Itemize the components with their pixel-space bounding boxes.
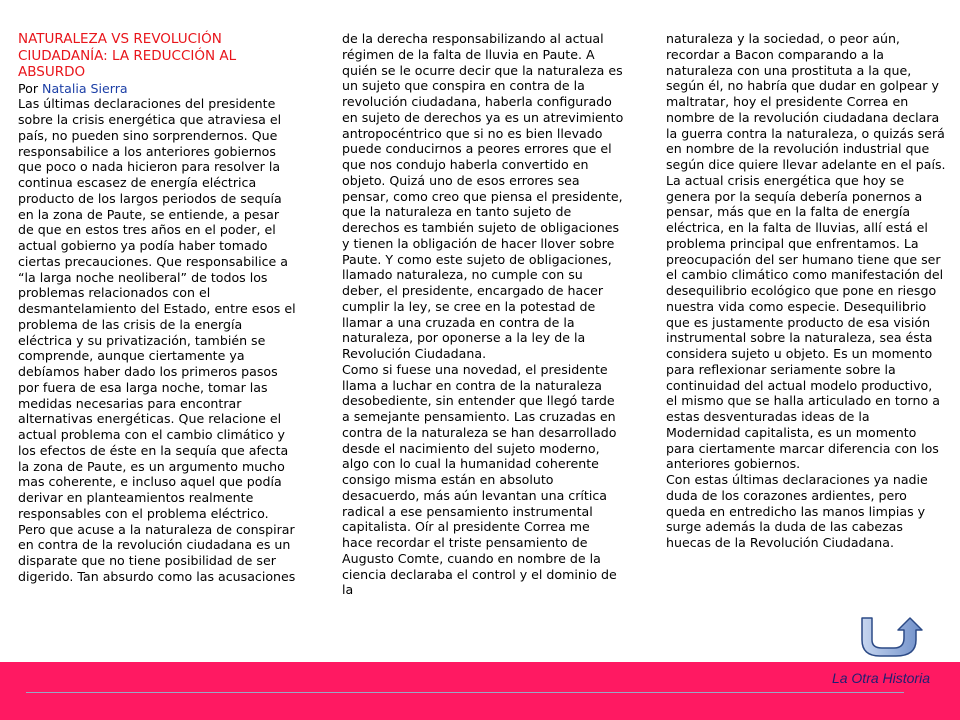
byline: [18, 81, 298, 97]
byline-prefix: Por: [18, 80, 43, 96]
article-paragraph: Con estas últimas declaraciones ya nadie duda de los corazones ardientes, pero queda en entredicho las manos limpias y surge además la duda de las cabezas huecas de la Revolución Ciudadana.: [666, 472, 928, 550]
article-paragraph: Las últimas declaraciones del presidente sobre la crisis energética que atraviesa el país, no pueden sino sorprendernos. Que responsabilice a los anteriores gobiernos que poco o nada hicieron para resolver la continua escasez de energía eléctrica producto de los largos periodos de sequía en la zona de Paute, se entiende, a pesar de que en estos tres años en el poder, el actual gobierno ya podía haber tomado ciertas precauciones. Que responsabilice a “la larga noche neoliberal” de todos los problemas relacionados con el desmantelamiento del Estado, entre esos el problema de las crisis de la energía eléctrica y su privatización, también se comprende, aunque ciertamente ya debíamos haber dado los primeros pasos por fuera de esa larga noche, tomar las medidas necesarias para encontrar alternativas energéticas. Que relacione el actual problema con el cambio climático y los efectos de éste en la sequía que afecta la zona de Paute, es un argumento mucho mas coherente, e incluso aquel que podía derivar en planteamientos realmente responsables con el problema eléctrico. Pero que acuse a la naturaleza de conspirar en contra de la revolución ciudadana es un disparate que no tiene posibilidad de ser digerido. Tan absurdo como las acusaciones: [18, 96, 296, 584]
return-button[interactable]: [856, 614, 928, 658]
article-title: NATURALEZA VS REVOLUCIÓN CIUDADANÍA: LA REDUCCIÓN AL ABSURDO: [18, 31, 237, 80]
footer-label: La Otra Historia: [831, 670, 930, 686]
footer-bar: [0, 662, 960, 720]
article-paragraph: naturaleza y la sociedad, o peor aún, recordar a Bacon comparando a la naturaleza con una prostituta a la que, según él, no habría que dudar en golpear y maltratar, hoy el presidente Correa en nombre de la revolución ciudadana declara la guerra contra la naturaleza, o quizás será en nombre de la revolución industrial que según dice quiere llevar adelante en el país. La actual crisis energética que hoy se genera por la sequía debería ponernos a pensar, más que en la falta de energía eléctrica, en la falta de lluvias, allí está el problema principal que enfrentamos. La preocupación del ser humano tiene que ser el cambio climático como manifestación del desequilibrio ecológico que pone en riesgo nuestra vida como especie. Desequilibrio que es justamente producto de esa visión instrumental sobre la naturaleza, sea ésta considera sujeto u objeto. Es un momento para reflexionar seriamente sobre la continuidad del actual modelo productivo, el mismo que se halla articulado en torno a estas desventuradas ideas de la Modernidad capitalista, es un momento para ciertamente marcar diferencia con los anteriores gobiernos.: [666, 31, 946, 472]
article-paragraph: de la derecha responsabilizando al actual régimen de la falta de lluvia en Paute. A quién se le ocurre decir que la naturaleza es un sujeto que conspira en contra de la revolución ciudadana, haberla configurado en sujeto de derechos ya es un atrevimiento antropocéntrico que si no es bien llevado puede conducirnos a peores errores que el que nos condujo haberla convertido en objeto. Quizá uno de esos errores sea pensar, como creo que piensa el presidente, que la naturaleza en tanto sujeto de derechos es también sujeto de obligaciones y tienen la obligación de hacer llover sobre Paute. Y como este sujeto de obligaciones, llamado naturaleza, no cumple con su deber, el presidente, encargado de hacer cumplir la ley, se cree en la potestad de llamar a una cruzada en contra de la naturaleza, por oponerse a la ley de la Revolución Ciudadana.: [342, 31, 624, 361]
u-turn-arrow-icon: [856, 614, 928, 658]
article-column-3: [666, 31, 946, 551]
article-column-2: [342, 31, 624, 598]
footer-divider: [26, 692, 904, 693]
article-paragraph: Como si fuese una novedad, el presidente llama a luchar en contra de la naturaleza desobediente, sin entender que llegó tarde a semejante pensamiento. Las cruzadas en contra de la naturaleza se han desarrollado desde el nacimiento del sujeto moderno, algo con lo cual la humanidad coherente consigo misma están en absoluto desacuerdo, más aún levantan una crítica radical a ese pensamiento instrumental capitalista. Oír al presidente Correa me hace recordar el triste pensamiento de Augusto Comte, cuando en nombre de la ciencia declaraba el control y el dominio de la: [342, 361, 617, 598]
author-name: Natalia Sierra: [42, 80, 128, 96]
article-column-1: [18, 31, 298, 585]
